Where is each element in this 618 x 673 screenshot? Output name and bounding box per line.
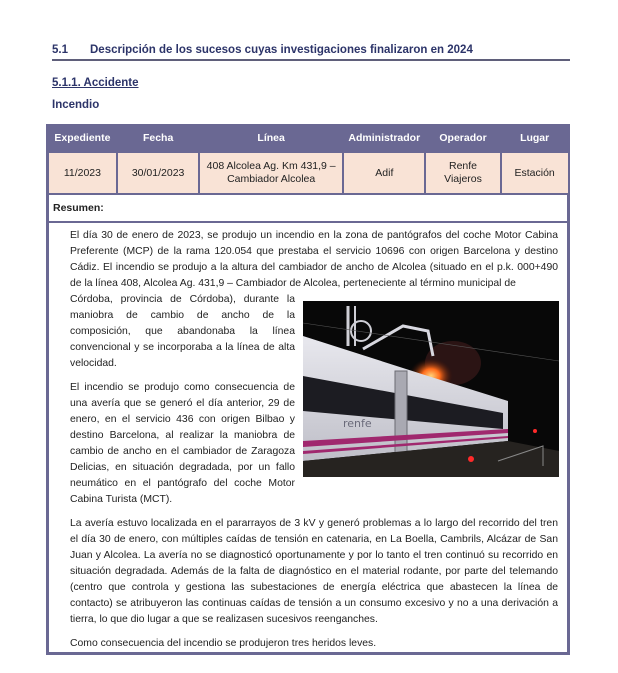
summary-paragraph-4: Como consecuencia del incendio se produjeron tres heridos leves. — [70, 638, 377, 649]
summary-label: Resumen: — [48, 194, 569, 222]
summary-paragraph-2: El incendio se produjo como consecuencia de una avería que se generó el día anterior, 29 de enero, en el servicio 436 con origen Bilbao y destino Barcelona, al realizar la maniobra de cambio de ancho en el cambiador de Zaragoza Delicias, en situación degradada, por un fallo neumático en el pantógrafo del coche Motor Cabina Turista (MCT). — [70, 382, 295, 505]
header-operador: Operador — [425, 124, 501, 152]
category-heading: Incendio — [52, 99, 100, 111]
incident-photo — [303, 301, 559, 477]
header-fecha: Fecha — [117, 124, 199, 152]
cell-expediente: 11/2023 — [48, 152, 118, 194]
section-heading — [52, 44, 570, 61]
cell-fecha: 30/01/2023 — [117, 152, 199, 194]
renfe-logo: renfe — [343, 417, 372, 430]
header-administrador: Administrador — [343, 124, 425, 152]
table-header-row — [48, 124, 569, 152]
summary-paragraph-3: La avería estuvo localizada en el pararrayos de 3 kV y generó problemas a lo largo del recorrido del tren el día 30 de enero, con múltiples caídas de tensión en catenaria, en La Boella, Cambrils, Alcázar de San Juan y Alcolea. La avería no se diagnosticó oportunamente y por lo tanto el tren continuó su recorrido en situación degradada. Además de la falta de diagnóstico en el material rodante, por parte del telemando (centro que controla y gestiona las subestaciones de energía eléctrica que abastecen la línea de contacto) se atribuyeron las continuas caídas de tensión a un consumo excesivo y no a una derivación a tierra, lo que dio lugar a que se realizasen sucesivos reenganches. — [70, 518, 558, 625]
section-title: Descripción de los sucesos cuyas investigaciones finalizaron en 2024 — [90, 44, 473, 56]
summary-paragraph-1-cont: Córdoba, provincia de Córdoba), durante la maniobra de cambio de ancho de la composición, que abandonaba la línea convencional y se incorporaba a la línea de alta velocidad. — [70, 294, 295, 369]
table-row — [48, 152, 569, 194]
incident-table — [46, 124, 570, 223]
summary-label-row — [48, 194, 569, 222]
train-fire-image — [303, 301, 559, 477]
cell-operador: Renfe Viajeros — [425, 152, 501, 194]
cell-administrador: Adif — [343, 152, 425, 194]
header-linea: Línea — [199, 124, 343, 152]
section-number: 5.1 — [52, 44, 68, 56]
summary-paragraph-1: El día 30 de enero de 2023, se produjo un incendio en la zona de pantógrafos del coche Motor Cabina Preferente (MCP) de la rama 120.054 que prestaba el servicio 10696 con origen Barcelona y destino Cádiz. El incendio se produjo a la altura del cambiador de ancho de Alcolea (situado en el p.k. 000+490 de la línea 408, Alcolea Ag. 431,9 – Cambiador de Alcolea, perteneciente al término municipal de — [70, 230, 558, 289]
cell-lugar: Estación — [501, 152, 569, 194]
cell-linea: 408 Alcolea Ag. Km 431,9 – Cambiador Alcolea — [199, 152, 343, 194]
header-lugar: Lugar — [501, 124, 569, 152]
subsection-heading: 5.1.1. Accidente — [52, 77, 139, 89]
header-expediente: Expediente — [48, 124, 118, 152]
